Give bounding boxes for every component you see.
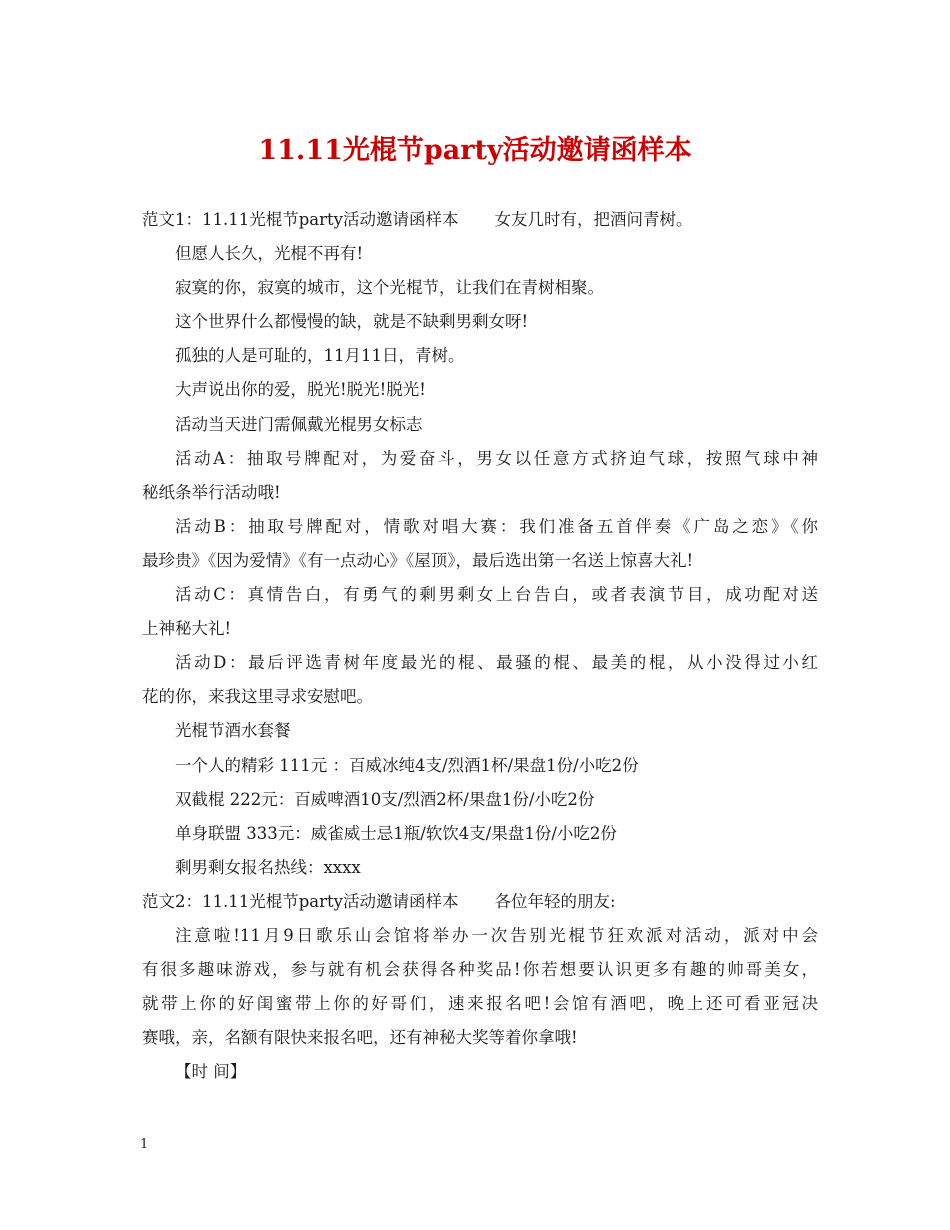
section1-heading — [142, 203, 818, 237]
activity-d-line2: 花的你，来我这里寻求安慰吧。 — [142, 687, 373, 707]
section2-paragraph-line: 有很多趣味游戏，参与就有机会获得各种奖品!你若想要认识更多有趣的帅哥美女， — [142, 960, 818, 980]
section2-heading-label: 范文2：11.11光棍节party活动邀请函样本 — [142, 891, 459, 911]
section1-heading-tail: 女友几时有，把酒问青树。 — [494, 210, 693, 229]
document-body — [142, 203, 818, 1089]
activity-a-line2: 秘纸条举行活动哦! — [142, 482, 281, 502]
hotline-text: 剩男剩女报名热线：xxxx — [175, 857, 361, 877]
page-number: 1 — [140, 1137, 149, 1152]
text-line: 活动当天进门需佩戴光棍男女标志 — [175, 414, 423, 434]
section2-heading — [142, 885, 818, 919]
package-item: 双截棍 222元：百威啤酒10支/烈酒2杯/果盘1份/小吃2份 — [175, 789, 595, 809]
time-label: 【时 间】 — [175, 1062, 247, 1082]
text-line: 但愿人长久，光棍不再有! — [175, 244, 364, 264]
package-item: 一个人的精彩 111元 ：百威冰纯4支/烈酒1杯/果盘1份/小吃2份 — [175, 755, 639, 775]
section2-paragraph-line: 赛哦，亲，名额有限快来报名吧，还有神秘大奖等着你拿哦! — [142, 1028, 578, 1048]
section2-paragraph-line: 就带上你的好闺蜜带上你的好哥们，速来报名吧!会馆有酒吧，晚上还可看亚冠决 — [142, 994, 818, 1014]
activity-b-line2: 最珍贵》《因为爱情》《有一点动心》《屋顶》，最后选出第一名送上惊喜大礼! — [142, 550, 694, 570]
activity-c-line1: 活动C：真情告白，有勇气的剩男剩女上台告白，或者表演节目，成功配对送 — [175, 585, 818, 605]
activity-c-line2: 上神秘大礼! — [142, 619, 232, 639]
text-line: 孤独的人是可耻的，11月11日，青树。 — [175, 346, 465, 366]
section2-heading-tail: 各位年轻的朋友: — [494, 891, 616, 911]
section1-heading-label: 范文1：11.11光棍节party活动邀请函样本 — [142, 210, 459, 229]
activity-d-line1: 活动D：最后评选青树年度最光的棍、最骚的棍、最美的棍，从小没得过小红 — [175, 653, 818, 673]
packages-title: 光棍节酒水套餐 — [175, 721, 291, 741]
text-line: 这个世界什么都慢慢的缺，就是不缺剩男剩女呀! — [175, 312, 529, 332]
section2-paragraph-line: 注意啦!11月9日歌乐山会馆将举办一次告别光棍节狂欢派对活动，派对中会 — [175, 925, 818, 945]
text-line: 大声说出你的爱，脱光!脱光!脱光! — [175, 380, 426, 400]
activity-b-line1: 活动B：抽取号牌配对，情歌对唱大赛：我们准备五首伴奏《广岛之恋》《你 — [175, 516, 818, 536]
package-item: 单身联盟 333元：威雀威士忌1瓶/软饮4支/果盘1份/小吃2份 — [175, 823, 617, 843]
activity-a-line1: 活动A：抽取号牌配对，为爱奋斗，男女以任意方式挤迫气球，按照气球中神 — [175, 448, 818, 468]
text-line: 寂寞的你，寂寞的城市，这个光棍节，让我们在青树相聚。 — [175, 278, 604, 298]
document-title: 11.11光棍节party活动邀请函样本 — [258, 135, 692, 166]
